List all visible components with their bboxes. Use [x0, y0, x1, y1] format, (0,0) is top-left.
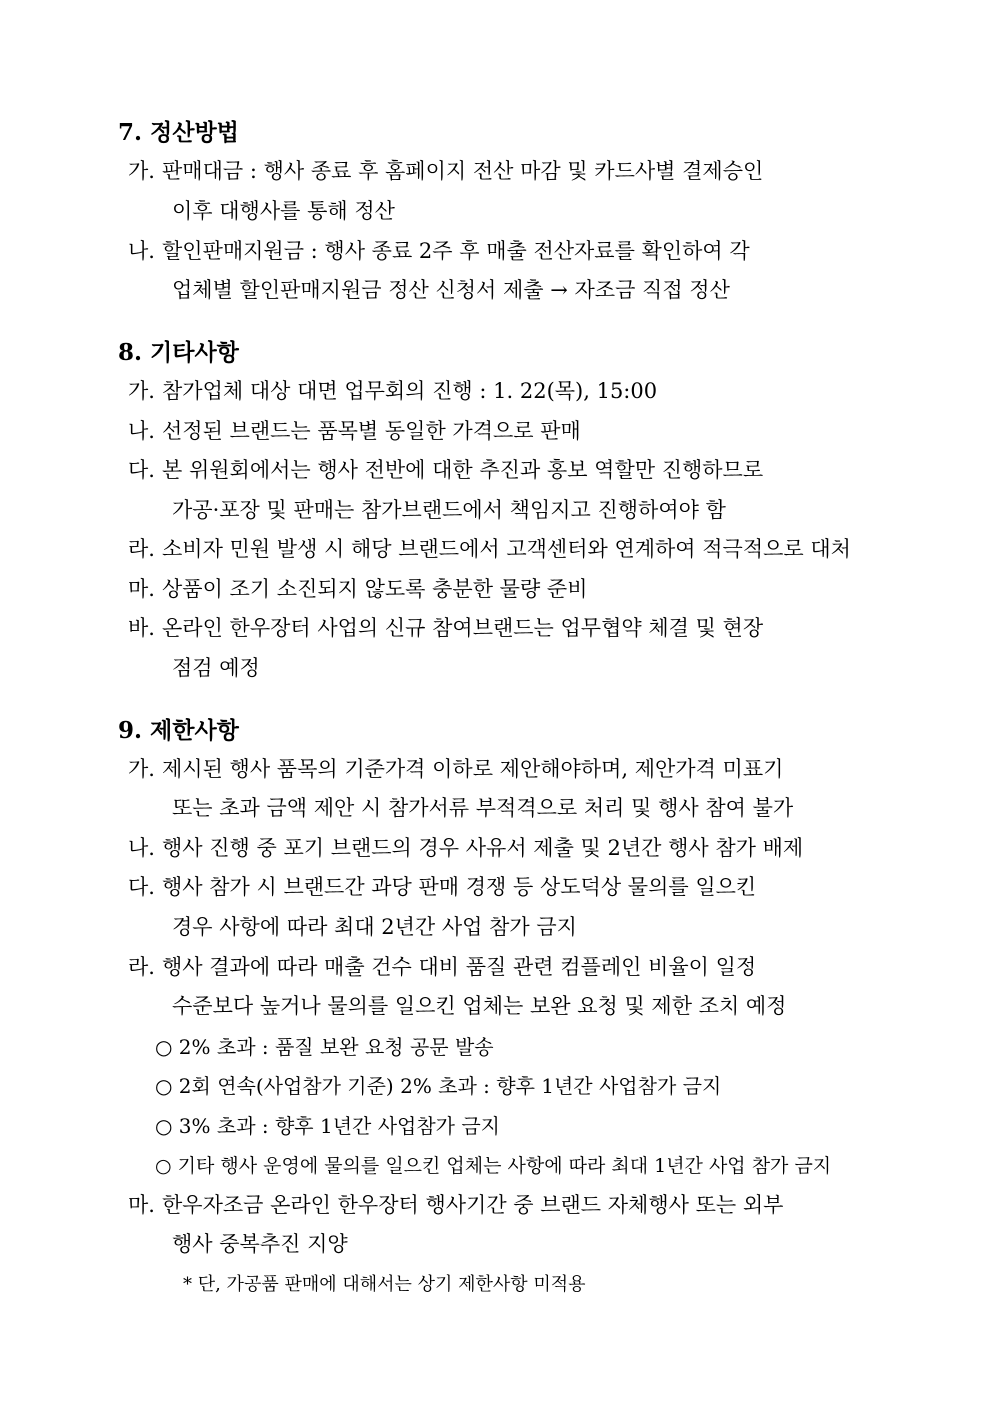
s9-item-e: [128, 1191, 783, 1219]
s8-item-c-line1: 본 위원회에서는 행사 전반에 대한 추진과 홍보 역할만 진행하므로: [162, 458, 764, 482]
s9-bullet: ○ 기타 행사 운영에 물의를 일으킨 업체는 사항에 따라 최대 1년간 사업 참가 금지: [155, 1155, 832, 1177]
s9-footnote: * 단, 가공품 판매에 대해서는 상기 제한사항 미적용: [183, 1274, 586, 1295]
s9-item-b-line1: 행사 진행 중 포기 브랜드의 경우 사유서 제출 및 2년간 행사 참가 배제: [162, 836, 804, 860]
s8-item-f-line1: 온라인 한우장터 사업의 신규 참여브랜드는 업무협약 체결 및 현장: [162, 616, 764, 640]
s7-item-a-line1: 판매대금 : 행사 종료 후 홈페이지 전산 마감 및 카드사별 결제승인: [162, 159, 764, 183]
s8-item-a-marker: 가.: [128, 379, 155, 403]
s8-item-c-marker: 다.: [128, 458, 155, 482]
s9-bullet: ○ 3% 초과 : 향후 1년간 사업참가 금지: [155, 1114, 500, 1138]
s7-item-a: [128, 157, 763, 185]
s9-bullet: ○ 2% 초과 : 품질 보완 요청 공문 발송: [155, 1035, 494, 1059]
s8-item-f-marker: 바.: [128, 616, 155, 640]
s7-item-b-line2: 업체별 할인판매지원금 정산 신청서 제출 → 자조금 직접 정산: [172, 278, 730, 302]
s9-item-d-line1: 행사 결과에 따라 매출 건수 대비 품질 관련 컴플레인 비율이 일정: [162, 955, 757, 979]
s9-item-d-line2: 수준보다 높거나 물의를 일으킨 업체는 보완 요청 및 제한 조치 예정: [172, 994, 787, 1018]
section-7-heading: 7. 정산방법: [118, 119, 239, 146]
s8-item-f-line2: 점검 예정: [172, 656, 260, 680]
s9-item-a-line2: 또는 초과 금액 제안 시 참가서류 부적격으로 처리 및 행사 참여 불가: [172, 796, 794, 820]
s9-item-e-line2: 행사 중복추진 지양: [172, 1232, 348, 1256]
s8-item-d-line1: 소비자 민원 발생 시 해당 브랜드에서 고객센터와 연계하여 적극적으로 대처: [162, 537, 851, 561]
s9-item-a: [128, 755, 783, 783]
s9-item-c-line1: 행사 참가 시 브랜드간 과당 판매 경쟁 등 상도덕상 물의를 일으킨: [162, 875, 757, 899]
s9-bullet: ○ 2회 연속(사업참가 기준) 2% 초과 : 향후 1년간 사업참가 금지: [155, 1074, 722, 1098]
s7-item-b: [128, 237, 750, 265]
s8-item-d-marker: 라.: [128, 537, 155, 561]
s9-item-b-marker: 나.: [128, 836, 155, 860]
s9-item-c-line2: 경우 사항에 따라 최대 2년간 사업 참가 금지: [172, 915, 577, 939]
s7-item-a-line2: 이후 대행사를 통해 정산: [172, 199, 395, 223]
s8-item-e-marker: 마.: [128, 577, 155, 601]
s9-item-d: [128, 953, 756, 981]
s7-item-a-marker: 가.: [128, 159, 155, 183]
s9-item-e-line1: 한우자조금 온라인 한우장터 행사기간 중 브랜드 자체행사 또는 외부: [162, 1193, 784, 1217]
s9-item-e-marker: 마.: [128, 1193, 155, 1217]
s8-item-a: [128, 377, 657, 405]
s9-item-a-marker: 가.: [128, 757, 155, 781]
s9-item-c-marker: 다.: [128, 875, 155, 899]
s8-item-a-line1: 참가업체 대상 대면 업무회의 진행 : 1. 22(목), 15:00: [162, 379, 658, 403]
s7-item-b-marker: 나.: [128, 239, 155, 263]
s9-item-c: [128, 873, 756, 901]
section-8-heading: 8. 기타사항: [118, 339, 239, 366]
s8-item-c: [128, 456, 763, 484]
s8-item-f: [128, 614, 763, 642]
s7-item-b-line1: 할인판매지원금 : 행사 종료 2주 후 매출 전산자료를 확인하여 각: [162, 239, 750, 263]
s9-item-b: [128, 834, 803, 862]
s8-item-b: [128, 417, 581, 445]
s9-item-d-marker: 라.: [128, 955, 155, 979]
s9-item-a-line1: 제시된 행사 품목의 기준가격 이하로 제안해야하며, 제안가격 미표기: [162, 757, 784, 781]
s8-item-b-marker: 나.: [128, 419, 155, 443]
s8-item-e-line1: 상품이 조기 소진되지 않도록 충분한 물량 준비: [162, 577, 588, 601]
section-9-heading: 9. 제한사항: [118, 717, 239, 744]
s8-item-c-line2: 가공·포장 및 판매는 참가브랜드에서 책임지고 진행하여야 함: [172, 498, 726, 522]
s8-item-d: [128, 535, 851, 563]
s8-item-b-line1: 선정된 브랜드는 품목별 동일한 가격으로 판매: [162, 419, 581, 443]
s8-item-e: [128, 575, 587, 603]
